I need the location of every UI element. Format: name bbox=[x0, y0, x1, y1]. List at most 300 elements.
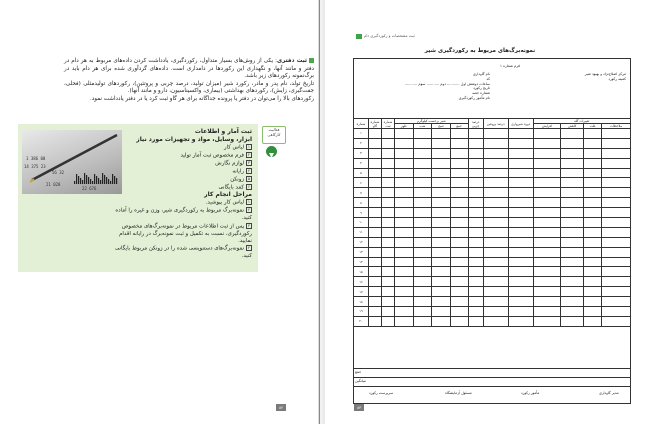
intro-text: ثبت دفتری: یکی از روش‌های بسیار متداول، رکوردگیری، یادداشت کردن داده‌های مربوط به هر دام در دفتر و مانند آنها، و نگهداری این رکوردها در دامداری است. داده‌های گردآوری شده برای هر دام باید در برگ‌نمونه رکوردهای زیر باشد. تاریخ تولد، نام پدر و مادر، رکورد شیر (میزان تولید، درصد چربی و پروتئین)، رکوردهای تولیدمثلی (فحلی، جفت‌گیری، زایش)، رکوردهای بهداشتی (بیماری، واکسیناسیون، دارو و مانند آنها). رکوردهای بالا را می‌توان در دفتر یا پرونده جداگانه برای هر گاو ثبت کرد یا در دفتر یادداشت نمود. bbox=[64, 58, 314, 102]
col-morning: صبح bbox=[432, 124, 450, 129]
table-cell bbox=[533, 316, 561, 326]
table-cell bbox=[584, 168, 602, 178]
table-cell bbox=[533, 208, 561, 218]
table-cell bbox=[483, 257, 508, 267]
table-cell bbox=[413, 227, 432, 237]
table-cell bbox=[395, 138, 414, 148]
table-cell bbox=[450, 316, 468, 326]
number-box-icon: ۳ bbox=[247, 222, 251, 228]
table-cell bbox=[432, 148, 450, 158]
activity-content bbox=[112, 128, 252, 261]
table-cell bbox=[450, 237, 468, 247]
table-cell bbox=[533, 178, 561, 188]
col-id-no: شماره ثبت bbox=[382, 119, 395, 129]
col-increase: افزایش bbox=[533, 124, 561, 129]
col-night: شب bbox=[413, 124, 432, 129]
steps-item bbox=[112, 223, 252, 246]
table-row bbox=[354, 218, 631, 228]
table-cell bbox=[369, 188, 382, 198]
table-cell bbox=[584, 188, 602, 198]
table-cell bbox=[432, 237, 450, 247]
page-number-right: ۸۳ bbox=[354, 404, 364, 411]
table-row bbox=[354, 287, 631, 297]
number-box-icon: ۲ bbox=[247, 151, 251, 157]
photo-num-4: 22 676 bbox=[82, 186, 97, 191]
workshop-activity-tab: فعالیت کارگاهی bbox=[262, 126, 286, 144]
table-cell bbox=[483, 178, 508, 188]
table-cell bbox=[432, 218, 450, 228]
table-cell bbox=[413, 257, 432, 267]
table-cell bbox=[602, 227, 631, 237]
table-cell bbox=[533, 188, 561, 198]
table-cell bbox=[602, 267, 631, 277]
table-cell bbox=[395, 227, 414, 237]
table-cell bbox=[468, 227, 483, 237]
table-row bbox=[354, 129, 631, 139]
table-cell bbox=[468, 198, 483, 208]
table-cell bbox=[369, 198, 382, 208]
col-lactation: دوره شیرواری bbox=[508, 119, 533, 129]
table-cell bbox=[450, 267, 468, 277]
number-box-icon: ۱ bbox=[247, 144, 251, 149]
table-cell bbox=[483, 168, 508, 178]
running-header: ثبت مشخصات و رکوردگیری دام bbox=[364, 33, 415, 38]
table-cell bbox=[584, 316, 602, 326]
table-cell bbox=[533, 158, 561, 168]
table-cell bbox=[413, 218, 432, 228]
table-cell bbox=[561, 168, 584, 178]
table-cell bbox=[468, 297, 483, 307]
table-cell bbox=[561, 129, 584, 139]
table-cell bbox=[382, 267, 395, 277]
table-cell bbox=[483, 297, 508, 307]
table-cell bbox=[413, 168, 432, 178]
form-field-label: ساعات دوشش اول ........... دوم ........... سوم ........... bbox=[404, 81, 490, 86]
table-cell bbox=[508, 208, 533, 218]
table-cell bbox=[508, 158, 533, 168]
table-cell bbox=[432, 267, 450, 277]
photo-bar bbox=[82, 180, 83, 184]
table-cell bbox=[584, 307, 602, 317]
table-cell bbox=[602, 316, 631, 326]
sig-record-supervisor: سرپرست رکورد bbox=[369, 391, 394, 395]
col-sum: جمع bbox=[450, 124, 468, 129]
table-cell bbox=[483, 287, 508, 297]
row-number: ۱۰ bbox=[354, 218, 369, 228]
photo-bar bbox=[84, 173, 85, 184]
table-cell bbox=[369, 267, 382, 277]
table-cell bbox=[468, 138, 483, 148]
table-cell bbox=[432, 287, 450, 297]
table-cell bbox=[602, 287, 631, 297]
table-cell bbox=[450, 208, 468, 218]
row-number: ۵ bbox=[354, 168, 369, 178]
table-cell bbox=[395, 198, 414, 208]
table-cell bbox=[395, 129, 414, 139]
table-cell bbox=[382, 247, 395, 257]
row-number: ۱۶ bbox=[354, 277, 369, 287]
table-cell bbox=[483, 198, 508, 208]
table-row bbox=[354, 237, 631, 247]
table-cell bbox=[561, 287, 584, 297]
table-cell bbox=[382, 168, 395, 178]
table-cell bbox=[468, 316, 483, 326]
steps-text: نمونه‌برگ مربوط به رکوردگیری شیر، وزن و غیره را آماده کنید. bbox=[115, 207, 252, 222]
table-cell bbox=[483, 158, 508, 168]
table-cell bbox=[413, 287, 432, 297]
table-cell bbox=[508, 168, 533, 178]
table-cell bbox=[561, 257, 584, 267]
table-cell bbox=[432, 297, 450, 307]
table-cell bbox=[533, 287, 561, 297]
number-box-icon: ۴ bbox=[247, 245, 251, 251]
table-cell bbox=[413, 138, 432, 148]
bullet-square-icon bbox=[309, 58, 314, 63]
table-cell bbox=[508, 148, 533, 158]
steps-text: لباس کار بپوشید. bbox=[205, 199, 244, 206]
table-row bbox=[354, 178, 631, 188]
table-cell bbox=[483, 267, 508, 277]
table-cell bbox=[533, 148, 561, 158]
row-number: ۱۱ bbox=[354, 227, 369, 237]
row-number: ۶ bbox=[354, 178, 369, 188]
table-cell bbox=[561, 316, 584, 326]
table-cell bbox=[395, 277, 414, 287]
table-cell bbox=[450, 129, 468, 139]
table-cell bbox=[395, 158, 414, 168]
table-cell bbox=[382, 198, 395, 208]
table-cell bbox=[382, 178, 395, 188]
steps-item bbox=[112, 207, 252, 222]
table-cell bbox=[413, 277, 432, 287]
table-cell bbox=[450, 198, 468, 208]
table-cell bbox=[468, 178, 483, 188]
table-cell bbox=[450, 168, 468, 178]
table-cell bbox=[508, 297, 533, 307]
table-cell bbox=[413, 247, 432, 257]
table-cell bbox=[584, 277, 602, 287]
table-cell bbox=[584, 158, 602, 168]
table-row bbox=[354, 227, 631, 237]
table-cell bbox=[468, 307, 483, 317]
table-cell bbox=[369, 138, 382, 148]
table-cell bbox=[508, 218, 533, 228]
table-cell bbox=[483, 227, 508, 237]
row-number: ۹ bbox=[354, 208, 369, 218]
table-row bbox=[354, 267, 631, 277]
table-cell bbox=[369, 148, 382, 158]
table-cell bbox=[468, 148, 483, 158]
table-cell bbox=[483, 138, 508, 148]
table-cell bbox=[483, 247, 508, 257]
tools-item bbox=[112, 144, 252, 152]
table-cell bbox=[584, 178, 602, 188]
number-box-icon: ۱ bbox=[247, 199, 251, 205]
photo-bar bbox=[114, 176, 115, 184]
tools-text: زونکن bbox=[230, 176, 244, 183]
row-number: ۷ bbox=[354, 188, 369, 198]
row-number: ۱۹ bbox=[354, 307, 369, 317]
table-cell bbox=[508, 267, 533, 277]
photo-bar bbox=[80, 178, 81, 184]
table-cell bbox=[533, 237, 561, 247]
table-cell bbox=[602, 237, 631, 247]
table-row bbox=[354, 257, 631, 267]
table-cell bbox=[413, 267, 432, 277]
table-cell bbox=[369, 287, 382, 297]
table-cell bbox=[369, 218, 382, 228]
table-cell bbox=[413, 208, 432, 218]
table-cell bbox=[584, 237, 602, 247]
table-cell bbox=[395, 247, 414, 257]
photo-bar bbox=[104, 175, 105, 184]
number-box-icon: ۶ bbox=[247, 183, 251, 189]
table-cell bbox=[602, 198, 631, 208]
photo-num-3: 21 028 bbox=[46, 182, 61, 187]
table-cell bbox=[450, 307, 468, 317]
table-cell bbox=[395, 188, 414, 198]
row-number: ۱۴ bbox=[354, 257, 369, 267]
table-row bbox=[354, 247, 631, 257]
table-cell bbox=[395, 218, 414, 228]
book-gutter bbox=[318, 0, 325, 424]
table-cell bbox=[602, 129, 631, 139]
photo-bar bbox=[78, 176, 79, 184]
table-cell bbox=[413, 178, 432, 188]
table-cell bbox=[602, 138, 631, 148]
table-cell bbox=[369, 168, 382, 178]
table-cell bbox=[508, 277, 533, 287]
table-cell bbox=[468, 168, 483, 178]
milk-record-table bbox=[353, 118, 631, 327]
row-number: ۴ bbox=[354, 158, 369, 168]
table-cell bbox=[369, 208, 382, 218]
table-cell bbox=[395, 316, 414, 326]
table-cell bbox=[468, 129, 483, 139]
row-number: ۱ bbox=[354, 129, 369, 139]
photo-bar bbox=[86, 175, 87, 184]
table-cell bbox=[561, 277, 584, 287]
table-cell bbox=[382, 316, 395, 326]
table-row bbox=[354, 277, 631, 287]
table-cell bbox=[602, 158, 631, 168]
table-cell bbox=[533, 168, 561, 178]
table-cell bbox=[508, 138, 533, 148]
table-cell bbox=[561, 307, 584, 317]
table-cell bbox=[602, 178, 631, 188]
table-cell bbox=[450, 178, 468, 188]
table-cell bbox=[533, 277, 561, 287]
table-cell bbox=[450, 218, 468, 228]
table-cell bbox=[382, 188, 395, 198]
sig-farm-manager: مدیر گاوداری bbox=[599, 391, 619, 395]
table-cell bbox=[561, 178, 584, 188]
tools-text: فرم مخصوص ثبت آمار تولید bbox=[180, 152, 244, 159]
photo-bar bbox=[76, 174, 77, 184]
table-cell bbox=[382, 148, 395, 158]
table-cell bbox=[450, 247, 468, 257]
table-cell bbox=[432, 178, 450, 188]
table-cell bbox=[413, 237, 432, 247]
photo-bar bbox=[96, 176, 97, 184]
table-cell bbox=[382, 208, 395, 218]
table-cell bbox=[483, 307, 508, 317]
table-cell bbox=[508, 227, 533, 237]
table-cell bbox=[382, 138, 395, 148]
sig-record-officer: مأمور رکورد bbox=[521, 391, 540, 395]
table-cell bbox=[382, 277, 395, 287]
photo-num-2: 56 32 bbox=[52, 170, 65, 175]
table-cell bbox=[432, 129, 450, 139]
table-cell bbox=[432, 168, 450, 178]
table-cell bbox=[395, 208, 414, 218]
table-cell bbox=[483, 208, 508, 218]
table-cell bbox=[508, 178, 533, 188]
table-cell bbox=[602, 188, 631, 198]
photo-bar bbox=[108, 179, 109, 184]
table-cell bbox=[395, 267, 414, 277]
total-row: جمع bbox=[353, 368, 631, 378]
table-cell bbox=[561, 218, 584, 228]
photo-num-0: 1 386 00 bbox=[26, 156, 46, 161]
table-cell bbox=[602, 277, 631, 287]
steps-item bbox=[112, 199, 252, 207]
table-cell bbox=[450, 138, 468, 148]
table-cell bbox=[483, 237, 508, 247]
table-cell bbox=[468, 257, 483, 267]
table-cell bbox=[369, 316, 382, 326]
photo-bar bbox=[110, 181, 111, 184]
form-number: فرم شماره ۱ bbox=[500, 64, 520, 68]
form-title: نمونه‌برگ‌های مربوط به رکوردگیری شیر bbox=[424, 48, 536, 54]
left-page bbox=[0, 0, 318, 424]
table-cell bbox=[395, 307, 414, 317]
form-field-label: شماره جعبه bbox=[472, 91, 490, 96]
table-cell bbox=[369, 297, 382, 307]
table-cell bbox=[483, 129, 508, 139]
table-cell bbox=[432, 247, 450, 257]
table-cell bbox=[602, 257, 631, 267]
table-cell bbox=[432, 158, 450, 168]
row-number: ۱۲ bbox=[354, 237, 369, 247]
table-cell bbox=[561, 227, 584, 237]
tools-heading: ابزار، وسایل، مواد و تجهیزات مورد نیاز bbox=[136, 136, 252, 143]
table-cell bbox=[584, 227, 602, 237]
tools-item bbox=[112, 152, 252, 160]
table-cell bbox=[584, 247, 602, 257]
photo-bar bbox=[90, 179, 91, 184]
table-cell bbox=[584, 129, 602, 139]
row-number: ۲۰ bbox=[354, 316, 369, 326]
table-cell bbox=[584, 208, 602, 218]
table-cell bbox=[584, 198, 602, 208]
table-cell bbox=[382, 129, 395, 139]
photo-bar bbox=[98, 178, 99, 184]
table-cell bbox=[584, 287, 602, 297]
table-cell bbox=[450, 287, 468, 297]
table-cell bbox=[395, 237, 414, 247]
table-cell bbox=[369, 237, 382, 247]
table-cell bbox=[450, 297, 468, 307]
table-cell bbox=[468, 247, 483, 257]
col-row-no: شماره bbox=[354, 119, 369, 129]
table-cell bbox=[432, 307, 450, 317]
table-cell bbox=[369, 129, 382, 139]
table-cell bbox=[369, 257, 382, 267]
table-cell bbox=[382, 257, 395, 267]
table-cell bbox=[508, 287, 533, 297]
table-cell bbox=[533, 129, 561, 139]
table-cell bbox=[508, 188, 533, 198]
table-cell bbox=[561, 267, 584, 277]
tools-item bbox=[112, 184, 252, 192]
table-cell bbox=[450, 158, 468, 168]
table-cell bbox=[561, 158, 584, 168]
table-cell bbox=[468, 287, 483, 297]
row-number: ۱۳ bbox=[354, 247, 369, 257]
table-row bbox=[354, 208, 631, 218]
steps-item bbox=[112, 245, 252, 260]
row-number: ۸ bbox=[354, 198, 369, 208]
tools-list bbox=[112, 144, 252, 191]
table-cell bbox=[432, 188, 450, 198]
photo-bar bbox=[106, 177, 107, 184]
signature-row bbox=[353, 386, 631, 403]
row-number: ۳ bbox=[354, 148, 369, 158]
table-cell bbox=[483, 218, 508, 228]
table-cell bbox=[533, 247, 561, 257]
table-cell bbox=[468, 188, 483, 198]
page-number-left: ۸۲ bbox=[276, 404, 286, 411]
number-box-icon: ۳ bbox=[247, 159, 251, 165]
table-cell bbox=[602, 218, 631, 228]
col-noon: ظهر bbox=[395, 124, 414, 129]
table-cell bbox=[533, 267, 561, 277]
table-row bbox=[354, 138, 631, 148]
tools-text: لوازم نگارش bbox=[215, 160, 244, 167]
table-cell bbox=[413, 158, 432, 168]
table-cell bbox=[533, 138, 561, 148]
table-cell bbox=[413, 148, 432, 158]
table-cell bbox=[395, 297, 414, 307]
table-cell bbox=[602, 247, 631, 257]
table-cell bbox=[561, 188, 584, 198]
table-cell bbox=[413, 297, 432, 307]
table-cell bbox=[450, 227, 468, 237]
row-number: ۱۸ bbox=[354, 297, 369, 307]
table-cell bbox=[602, 148, 631, 158]
table-cell bbox=[413, 316, 432, 326]
table-cell bbox=[584, 297, 602, 307]
table-cell bbox=[561, 198, 584, 208]
table-cell bbox=[584, 257, 602, 267]
table-cell bbox=[561, 297, 584, 307]
table-cell bbox=[533, 307, 561, 317]
steps-text: نمونه‌برگ‌های دستنویسی شده را در زونکن مربوط بایگانی کنید. bbox=[115, 245, 252, 260]
table-cell bbox=[584, 138, 602, 148]
table-cell bbox=[413, 198, 432, 208]
table-cell bbox=[432, 227, 450, 237]
table-cell bbox=[395, 287, 414, 297]
tools-item bbox=[112, 168, 252, 176]
photo-bar bbox=[102, 173, 103, 184]
table-cell bbox=[602, 307, 631, 317]
tools-text: رایانه bbox=[232, 168, 244, 175]
table-cell bbox=[533, 198, 561, 208]
col-decrease: کاهش bbox=[561, 124, 584, 129]
table-cell bbox=[468, 237, 483, 247]
form-field-label: کد bbox=[486, 76, 490, 81]
